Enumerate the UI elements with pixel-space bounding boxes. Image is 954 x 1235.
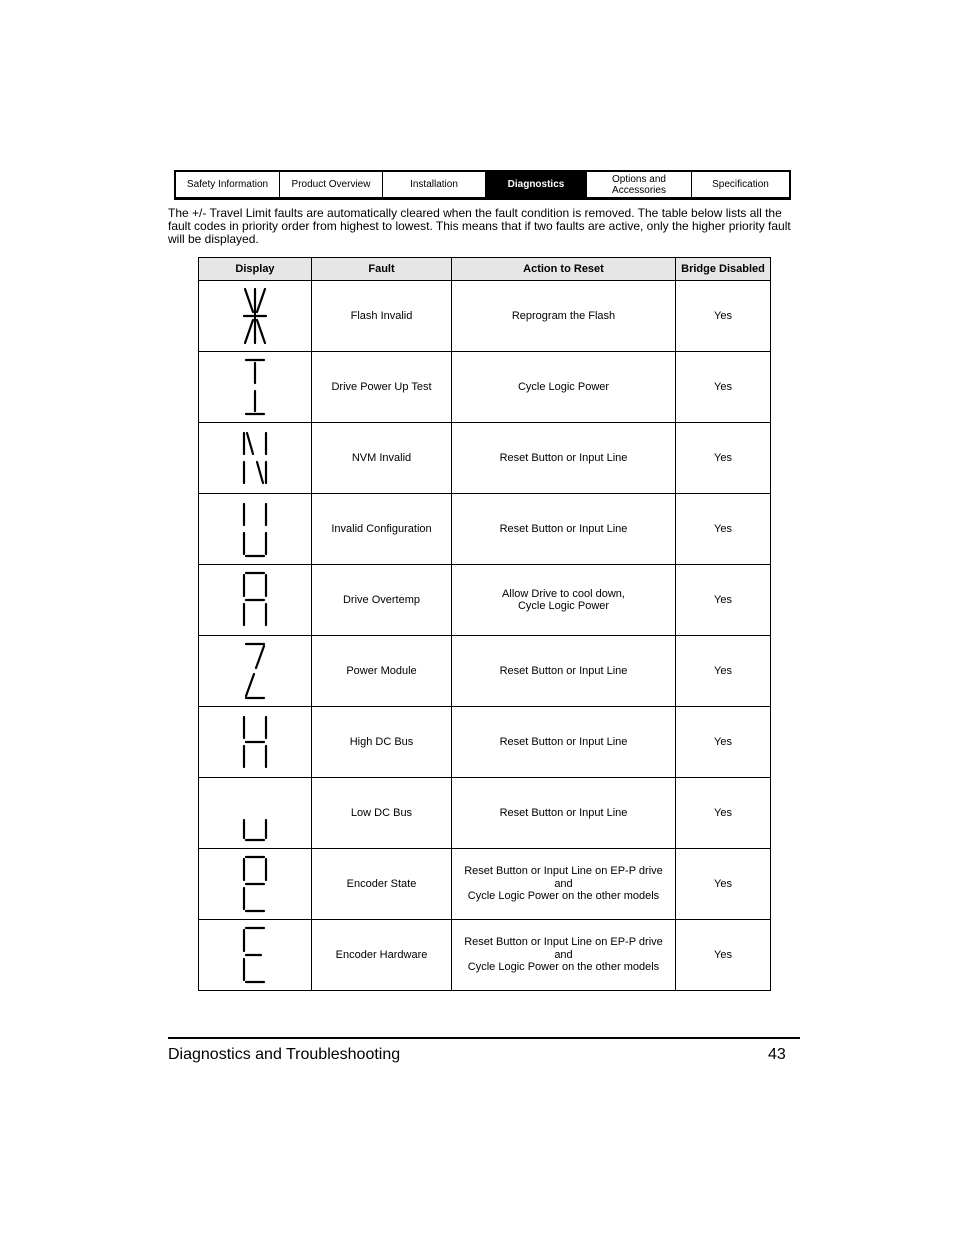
action-to-reset-cell: Reset Button or Input Line xyxy=(452,778,676,849)
table-row xyxy=(199,778,771,849)
display-cell xyxy=(199,423,312,494)
table-row xyxy=(199,494,771,565)
letter-z-segment-icon xyxy=(241,640,269,702)
action-to-reset-cell: Reset Button or Input Line xyxy=(452,423,676,494)
display-cell xyxy=(199,352,312,423)
fault-code-table xyxy=(198,257,771,991)
bridge-disabled-cell: Yes xyxy=(676,281,771,352)
letter-lower-u-segment-icon xyxy=(241,782,269,844)
bridge-disabled-cell: Yes xyxy=(676,636,771,707)
tab-diagnostics[interactable]: Diagnostics xyxy=(486,172,587,197)
intro-paragraph: The +/- Travel Limit faults are automatically cleared when the fault condition is removed. The table below lists all the fault codes in priority order from highest to lowest. This means that if two faults are active, only the higher priority fault will be displayed. xyxy=(168,206,791,246)
letter-h-segment-icon xyxy=(241,711,269,773)
fault-cell: High DC Bus xyxy=(312,707,452,778)
section-nav-bar xyxy=(174,170,791,200)
bridge-disabled-cell: Yes xyxy=(676,423,771,494)
fault-cell: Low DC Bus xyxy=(312,778,452,849)
header-display: Display xyxy=(199,258,312,281)
letter-a-segment-icon xyxy=(241,569,269,631)
fault-cell: NVM Invalid xyxy=(312,423,452,494)
table-row xyxy=(199,920,771,991)
header-bridge-disabled: Bridge Disabled xyxy=(676,258,771,281)
display-cell xyxy=(199,494,312,565)
header-fault: Fault xyxy=(312,258,452,281)
table-row xyxy=(199,352,771,423)
bridge-disabled-cell: Yes xyxy=(676,849,771,920)
bridge-disabled-cell: Yes xyxy=(676,707,771,778)
page-number: 43 xyxy=(768,1046,786,1063)
display-cell xyxy=(199,778,312,849)
fault-cell: Drive Power Up Test xyxy=(312,352,452,423)
header-action-to-reset: Action to Reset xyxy=(452,258,676,281)
letter-i-segment-icon xyxy=(241,356,269,418)
table-row xyxy=(199,423,771,494)
display-cell xyxy=(199,636,312,707)
table-row xyxy=(199,281,771,352)
asterisk-segment-icon xyxy=(241,285,269,347)
letter-e-lower-segment-icon xyxy=(241,853,269,915)
fault-cell: Power Module xyxy=(312,636,452,707)
display-cell xyxy=(199,849,312,920)
fault-cell: Encoder State xyxy=(312,849,452,920)
fault-cell: Invalid Configuration xyxy=(312,494,452,565)
action-to-reset-cell: Reprogram the Flash xyxy=(452,281,676,352)
fault-cell: Encoder Hardware xyxy=(312,920,452,991)
action-to-reset-cell: Reset Button or Input Line xyxy=(452,494,676,565)
footer-divider xyxy=(168,1037,800,1039)
letter-e-segment-icon xyxy=(241,924,269,986)
tab-options-and-accessories[interactable]: Options and Accessories xyxy=(587,172,692,197)
bridge-disabled-cell: Yes xyxy=(676,920,771,991)
table-header-row xyxy=(199,258,771,281)
tab-safety-information[interactable]: Safety Information xyxy=(176,172,280,197)
letter-u-segment-icon xyxy=(241,498,269,560)
display-cell xyxy=(199,920,312,991)
action-to-reset-cell: Reset Button or Input Line xyxy=(452,707,676,778)
table-row xyxy=(199,707,771,778)
tab-installation[interactable]: Installation xyxy=(383,172,486,197)
fault-cell: Flash Invalid xyxy=(312,281,452,352)
footer-section-title: Diagnostics and Troubleshooting xyxy=(168,1046,401,1063)
fault-cell: Drive Overtemp xyxy=(312,565,452,636)
letter-n-segment-icon xyxy=(241,427,269,489)
action-to-reset-cell: Allow Drive to cool down, Cycle Logic Power xyxy=(452,565,676,636)
tab-specification[interactable]: Specification xyxy=(712,179,769,190)
action-to-reset-cell: Reset Button or Input Line xyxy=(452,636,676,707)
action-to-reset-cell: Cycle Logic Power xyxy=(452,352,676,423)
display-cell xyxy=(199,281,312,352)
table-row xyxy=(199,565,771,636)
bridge-disabled-cell: Yes xyxy=(676,352,771,423)
table-row xyxy=(199,636,771,707)
action-to-reset-cell: Reset Button or Input Line on EP-P drive and Cycle Logic Power on the other models xyxy=(452,920,676,991)
display-cell xyxy=(199,565,312,636)
tab-product-overview[interactable]: Product Overview xyxy=(280,172,383,197)
display-cell xyxy=(199,707,312,778)
bridge-disabled-cell: Yes xyxy=(676,565,771,636)
bridge-disabled-cell: Yes xyxy=(676,778,771,849)
action-to-reset-cell: Reset Button or Input Line on EP-P drive and Cycle Logic Power on the other models xyxy=(452,849,676,920)
table-row xyxy=(199,849,771,920)
bridge-disabled-cell: Yes xyxy=(676,494,771,565)
